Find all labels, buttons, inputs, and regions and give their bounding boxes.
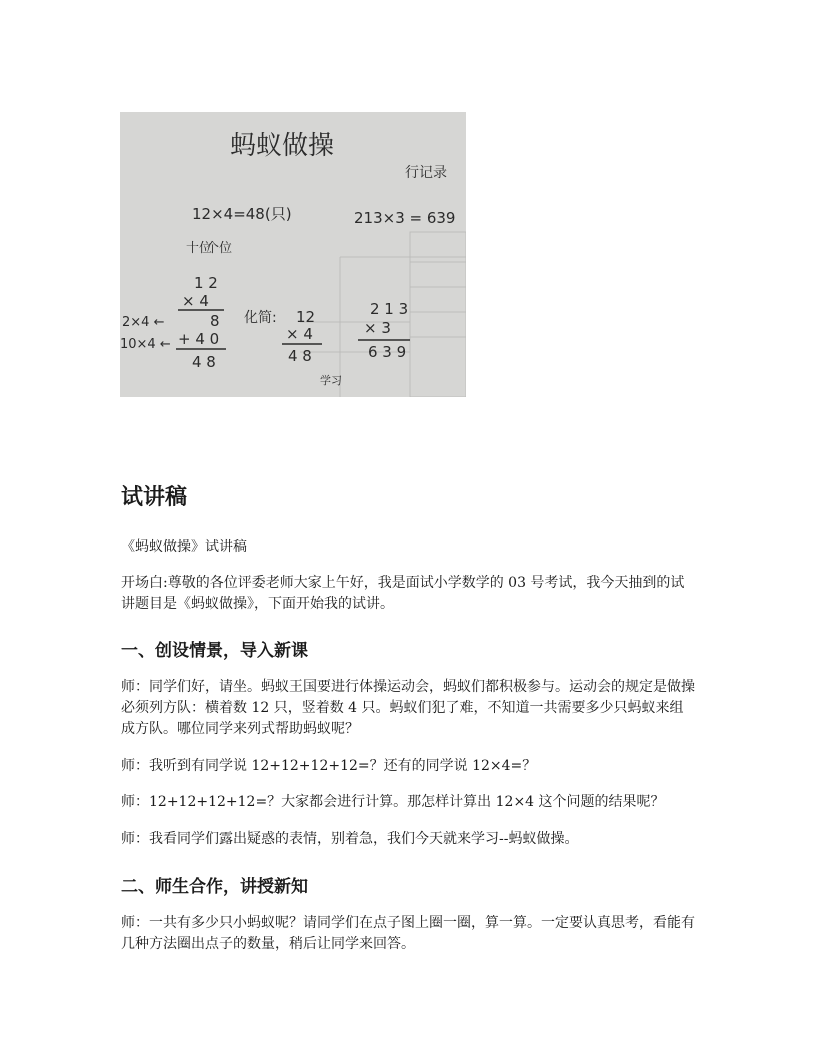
second-top: 2 1 3: [370, 300, 409, 318]
opening-paragraph: 开场白:尊敬的各位评委老师大家上午好，我是面试小学数学的 03 号考试，我今天抽到的试讲题目是《蚂蚁做操》，下面开始我的试讲。: [121, 575, 685, 612]
simplified-result: 4 8: [288, 347, 312, 365]
second-result: 6 3 9: [368, 343, 407, 361]
handwritten-photo: [120, 112, 466, 397]
paragraph-5: 师：一共有多少只小蚂蚁呢？请同学们在点子图上圈一圈，算一算。一定要认真思考，看能有几种方法圈出点子的数量，稍后让同学来回答。: [121, 915, 695, 952]
simplified-top: 12: [296, 308, 316, 326]
vertical-row-3: 8: [210, 312, 220, 330]
simplify-label: 化简:: [244, 310, 277, 326]
vertical-row-2: × 4: [182, 292, 209, 310]
faint-text-2: 学习: [320, 374, 342, 387]
document-title: 试讲稿: [121, 485, 188, 510]
vertical-row-1: 1 2: [194, 274, 218, 292]
photo-equation-2: 213×3 = 639: [354, 209, 456, 227]
tens-label: 十位: [186, 241, 213, 256]
paragraph-4: 师：我看同学们露出疑惑的表情，别着急，我们今天就来学习--蚂蚁做操。: [121, 831, 579, 847]
paragraph-1: 师：同学们好，请坐。蚂蚁王国要进行体操运动会，蚂蚁们都积极参与。运动会的规定是做操必须列方队：横着数 12 只，竖着数 4 只。蚂蚁们犯了难，不知道一共需要多少只蚂蚁来组成方队。哪位同学来列式帮助蚂蚁呢？: [121, 679, 695, 737]
faint-text-1: 行记录: [405, 165, 447, 181]
note-2: 10×4 ←: [120, 337, 171, 352]
vertical-row-4: + 4 0: [178, 330, 220, 348]
document-subtitle: 《蚂蚁做操》试讲稿: [121, 539, 247, 555]
photo-title: 蚂蚁做操: [230, 131, 335, 161]
section-heading-1: 一、创设情景，导入新课: [121, 641, 308, 661]
section-heading-2: 二、师生合作，讲授新知: [121, 877, 308, 897]
paragraph-2: 师：我听到有同学说 12+12+12+12=？还有的同学说 12×4=？: [121, 758, 537, 774]
ones-label: 个位: [206, 241, 233, 256]
simplified-mid: × 4: [286, 325, 313, 343]
photo-equation-1: 12×4=48(只): [192, 205, 292, 223]
paragraph-3: 师：12+12+12+12=？大家都会进行计算。那怎样计算出 12×4 这个问题的结果呢？: [121, 794, 665, 810]
note-1: 2×4 ←: [122, 315, 165, 330]
vertical-row-5: 4 8: [192, 353, 216, 371]
second-mid: × 3: [364, 319, 391, 337]
